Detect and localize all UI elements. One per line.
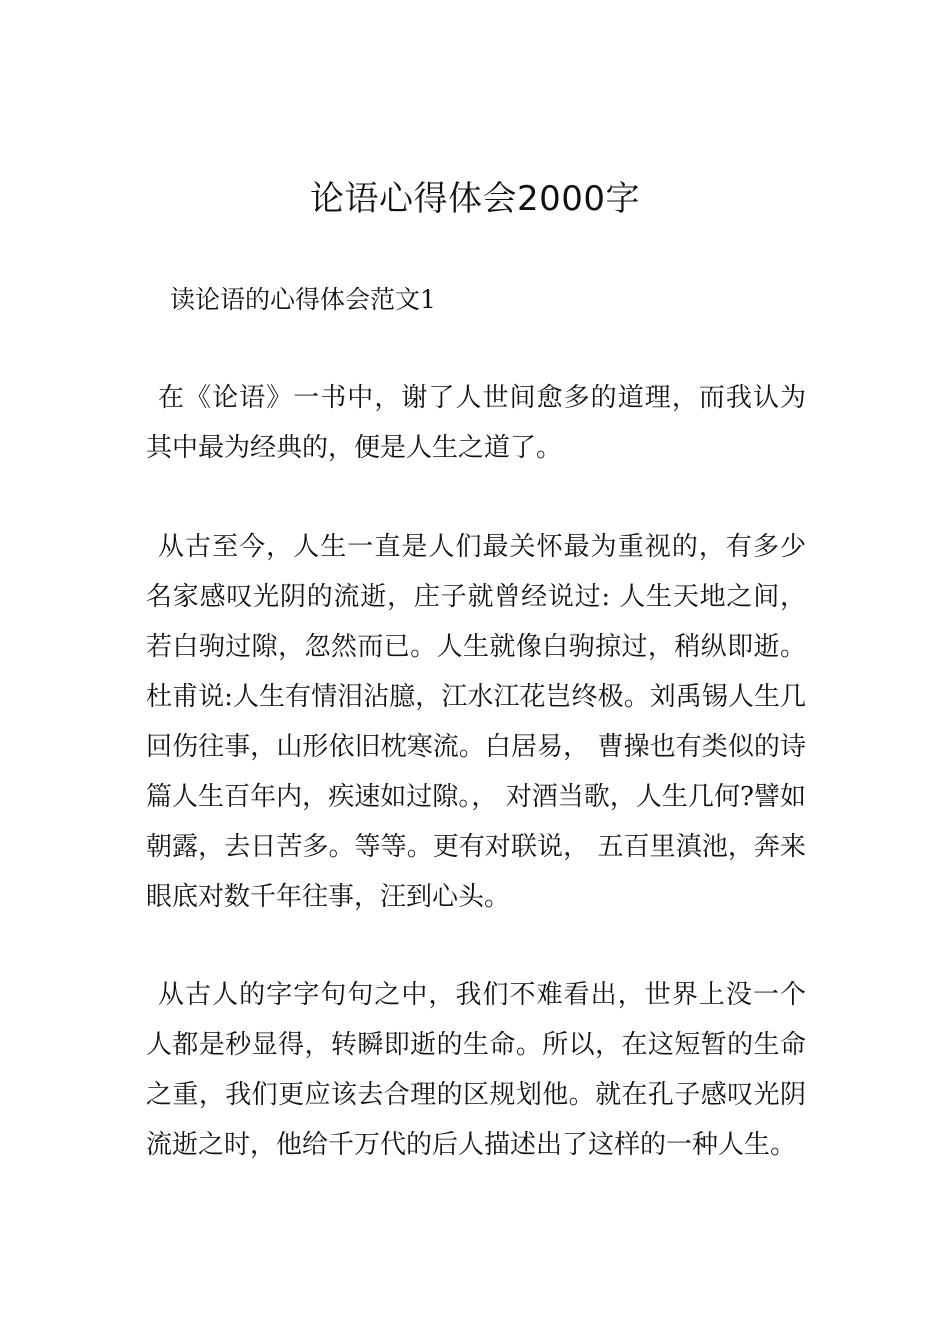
document-title: 论语心得体会2000字 — [309, 179, 641, 219]
paragraph-2: 从古至今，人生一直是人们最关怀最为重视的，有多少名家感叹光阴的流逝，庄子就曾经说过: 人生天地之间，若白驹过隙，忽然而已。人生就像白驹掠过，稍纵即逝。杜甫说:人生有情泪沾臆，江水江花岂终极。刘禹锡人生几回伤往事，山形依旧枕寒流。白居易， 曹操也有类似的诗篇人生百年内，疾速如过隙。， 对酒当歌，人生几何?譬如朝露，去日苦多。等等。更有对联说， 五百里滇池，奔来眼底对数千年往事，汪到心头。 — [146, 532, 806, 912]
paragraph-3: 从古人的字字句句之中，我们不难看出，世界上没一个人都是秒显得，转瞬即逝的生命。所以，在这短暂的生命之重，我们更应该去合理的区规划他。就在孔子感叹光阴流逝之时，他给千万代的后人描述出了这样的一种人生。 — [146, 980, 806, 1160]
essay-subheading: 读论语的心得体会范文1 — [170, 285, 436, 314]
paragraph-1: 在《论语》一书中，谢了人世间愈多的道理，而我认为其中最为经典的，便是人生之道了。 — [146, 383, 806, 463]
